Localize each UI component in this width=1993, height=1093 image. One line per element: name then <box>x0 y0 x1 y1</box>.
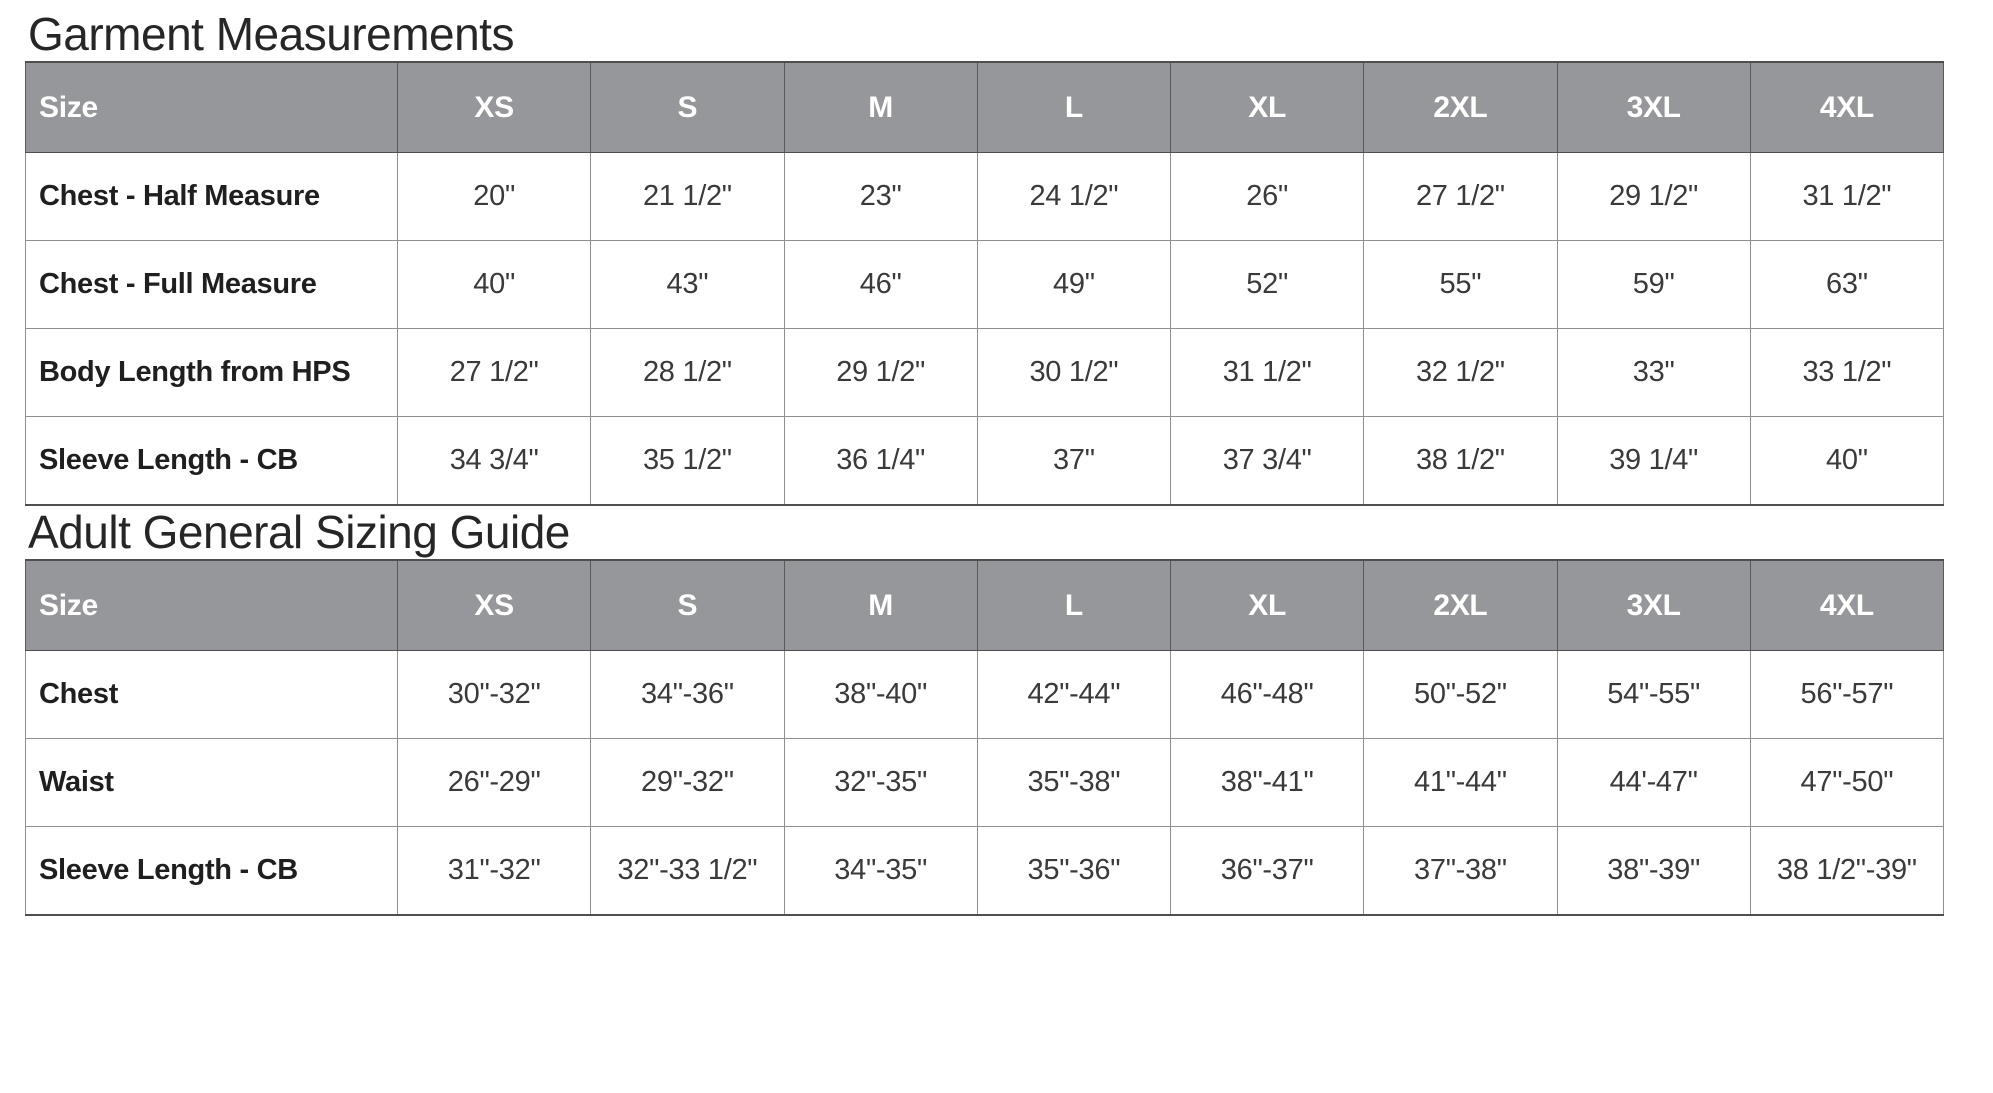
size-header-m: M <box>784 560 977 651</box>
size-header-xl: XL <box>1171 62 1364 153</box>
measurement-cell: 36 1/4" <box>784 417 977 505</box>
measurement-cell: 35"-36" <box>977 827 1170 915</box>
measurement-cell: 31"-32" <box>398 827 591 915</box>
measurement-cell: 49" <box>977 241 1170 329</box>
measurement-cell: 44'-47" <box>1557 739 1750 827</box>
measurement-cell: 38"-40" <box>784 651 977 739</box>
measurement-cell: 37 3/4" <box>1171 417 1364 505</box>
measurement-cell: 34 3/4" <box>398 417 591 505</box>
measurement-cell: 38"-39" <box>1557 827 1750 915</box>
size-header-s: S <box>591 560 784 651</box>
header-row <box>26 62 1944 153</box>
measurement-cell: 50"-52" <box>1364 651 1557 739</box>
measurement-cell: 30"-32" <box>398 651 591 739</box>
table-row <box>26 651 1944 739</box>
measurement-cell: 28 1/2" <box>591 329 784 417</box>
measurement-cell: 35 1/2" <box>591 417 784 505</box>
size-header-xs: XS <box>398 62 591 153</box>
measurement-cell: 26"-29" <box>398 739 591 827</box>
measurement-cell: 29 1/2" <box>784 329 977 417</box>
measurement-cell: 42"-44" <box>977 651 1170 739</box>
size-header-3xl: 3XL <box>1557 560 1750 651</box>
size-header-4xl: 4XL <box>1750 62 1943 153</box>
size-header-xs: XS <box>398 560 591 651</box>
size-header-l: L <box>977 62 1170 153</box>
row-label: Sleeve Length - CB <box>26 417 398 505</box>
measurement-cell: 59" <box>1557 241 1750 329</box>
size-header-2xl: 2XL <box>1364 62 1557 153</box>
measurement-cell: 32 1/2" <box>1364 329 1557 417</box>
size-header-2xl: 2XL <box>1364 560 1557 651</box>
adult-sizing-title: Adult General Sizing Guide <box>28 505 570 558</box>
measurement-cell: 47"-50" <box>1750 739 1943 827</box>
measurement-cell: 38"-41" <box>1171 739 1364 827</box>
measurement-cell: 39 1/4" <box>1557 417 1750 505</box>
size-header-3xl: 3XL <box>1557 62 1750 153</box>
size-column-header: Size <box>26 62 398 153</box>
garment-measurements-table <box>25 61 1944 506</box>
measurement-cell: 46"-48" <box>1171 651 1364 739</box>
measurement-cell: 27 1/2" <box>398 329 591 417</box>
garment-measurements-section <box>25 8 1944 506</box>
size-header-s: S <box>591 62 784 153</box>
measurement-cell: 56"-57" <box>1750 651 1943 739</box>
measurement-cell: 32"-35" <box>784 739 977 827</box>
measurement-cell: 26" <box>1171 153 1364 241</box>
table-row <box>26 153 1944 241</box>
adult-sizing-table <box>25 559 1944 916</box>
table-row <box>26 329 1944 417</box>
measurement-cell: 21 1/2" <box>591 153 784 241</box>
table-row <box>26 417 1944 505</box>
row-label: Chest <box>26 651 398 739</box>
row-label: Chest - Full Measure <box>26 241 398 329</box>
measurement-cell: 31 1/2" <box>1750 153 1943 241</box>
measurement-cell: 37"-38" <box>1364 827 1557 915</box>
measurement-cell: 33" <box>1557 329 1750 417</box>
measurement-cell: 27 1/2" <box>1364 153 1557 241</box>
measurement-cell: 35"-38" <box>977 739 1170 827</box>
measurement-cell: 33 1/2" <box>1750 329 1943 417</box>
measurement-cell: 34"-35" <box>784 827 977 915</box>
measurement-cell: 38 1/2" <box>1364 417 1557 505</box>
row-label: Waist <box>26 739 398 827</box>
measurement-cell: 20" <box>398 153 591 241</box>
measurement-cell: 29 1/2" <box>1557 153 1750 241</box>
row-label: Sleeve Length - CB <box>26 827 398 915</box>
measurement-cell: 34"-36" <box>591 651 784 739</box>
size-header-m: M <box>784 62 977 153</box>
size-header-xl: XL <box>1171 560 1364 651</box>
row-label: Chest - Half Measure <box>26 153 398 241</box>
size-header-4xl: 4XL <box>1750 560 1943 651</box>
measurement-cell: 46" <box>784 241 977 329</box>
measurement-cell: 30 1/2" <box>977 329 1170 417</box>
row-label: Body Length from HPS <box>26 329 398 417</box>
table-row <box>26 739 1944 827</box>
measurement-cell: 54"-55" <box>1557 651 1750 739</box>
measurement-cell: 63" <box>1750 241 1943 329</box>
measurement-cell: 40" <box>398 241 591 329</box>
measurement-cell: 40" <box>1750 417 1943 505</box>
measurement-cell: 29"-32" <box>591 739 784 827</box>
adult-sizing-section <box>25 506 1944 916</box>
measurement-cell: 41"-44" <box>1364 739 1557 827</box>
measurement-cell: 32"-33 1/2" <box>591 827 784 915</box>
measurement-cell: 55" <box>1364 241 1557 329</box>
garment-measurements-title: Garment Measurements <box>28 8 514 60</box>
measurement-cell: 38 1/2"-39" <box>1750 827 1943 915</box>
table-row <box>26 241 1944 329</box>
size-column-header: Size <box>26 560 398 651</box>
size-header-l: L <box>977 560 1170 651</box>
measurement-cell: 37" <box>977 417 1170 505</box>
measurement-cell: 23" <box>784 153 977 241</box>
measurement-cell: 31 1/2" <box>1171 329 1364 417</box>
measurement-cell: 36"-37" <box>1171 827 1364 915</box>
measurement-cell: 24 1/2" <box>977 153 1170 241</box>
measurement-cell: 43" <box>591 241 784 329</box>
table-row <box>26 827 1944 915</box>
header-row <box>26 560 1944 651</box>
measurement-cell: 52" <box>1171 241 1364 329</box>
